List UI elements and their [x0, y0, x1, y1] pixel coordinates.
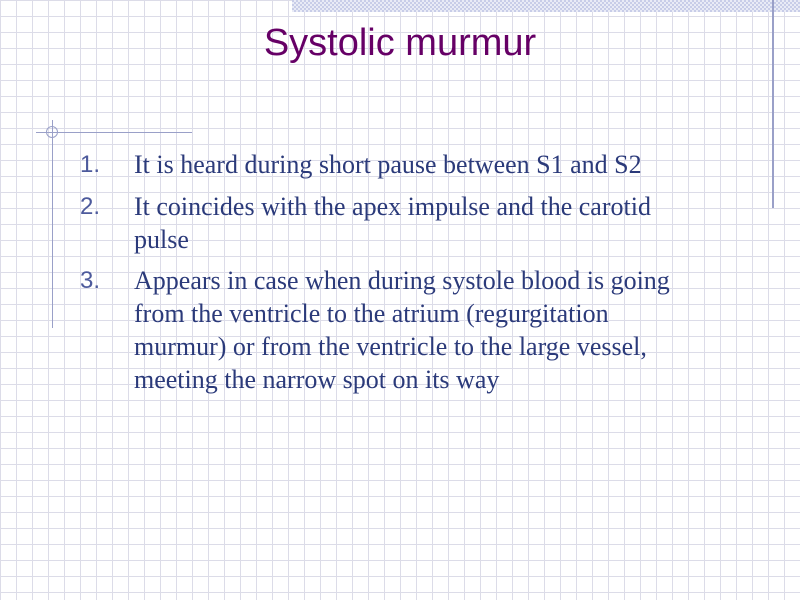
numbered-list [80, 148, 700, 404]
decorative-top-band [292, 0, 800, 12]
list-item-number: 2. [80, 193, 101, 220]
list-item-text: It is heard during short pause between S1 and S2 [134, 150, 642, 179]
crosshair-icon [46, 126, 58, 138]
slide-title: Systolic murmur [263, 22, 537, 64]
list-item [80, 190, 700, 256]
list-item [80, 264, 700, 396]
list-item-number: 1. [80, 151, 101, 178]
list-item-text: Appears in case when during systole blood is going from the ventricle to the atrium (regurgitation murmur) or from the ventricle to the large vessel, meeting the narrow spot on its way [134, 266, 670, 394]
decorative-left-horizontal-line [36, 132, 192, 133]
decorative-left-vertical-line [52, 120, 53, 328]
list-item [80, 148, 700, 182]
list-item-number: 3. [80, 267, 101, 294]
list-item-text: It coincides with the apex impulse and the carotid pulse [134, 192, 651, 254]
